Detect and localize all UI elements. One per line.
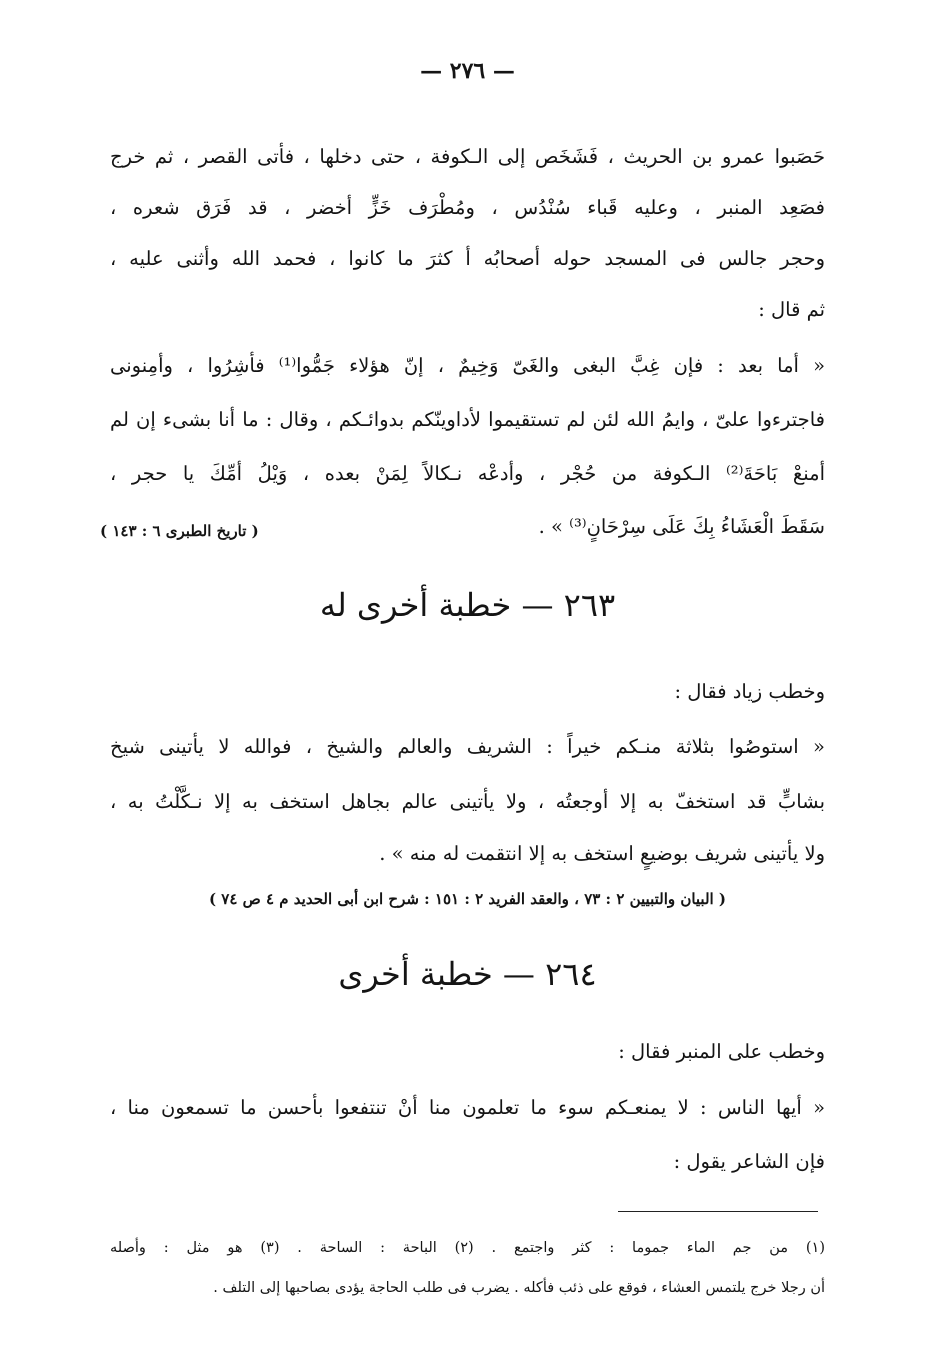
paragraph-line: « أيها الناس : لا يمنعـكم سوء ما تعلمون منا أنْ تنتفعوا بأحسن ما تسمعون منا ، (110, 1096, 825, 1119)
paragraph-line: « أما بعد : فإن غِبَّ البغى والغَىّ وَخِيمٌ ، إنّ هؤلاء جَمُّوا⁽¹⁾ فأشِرُوا ، وأمِنونى (110, 354, 825, 377)
footnote-separator (618, 1211, 818, 1212)
footnote-line: أن رجلا خرج يلتمس العشاء ، فوقع على ذئب فأكله . يضرب فى طلب الحاجة يؤدى بصاحبها إلى التلف . (213, 1280, 825, 1296)
paragraph-line: أمنعْ بَاحَةَ⁽²⁾ الـكوفة من حُجْر ، وأدعْه نـكالاً لِمَنْ بعده ، وَيْلُ أمِّكَ يا حجر ، (110, 462, 825, 485)
section-heading: ٢٦٤ — خطبة أخرى (338, 955, 597, 993)
paragraph-line: وحجر جالس فى المسجد حوله أصحابُه أ كثرَ ما كانوا ، فحمد الله وأثنى عليه ، (110, 247, 825, 270)
paragraph-line: فصَعِد المنبر ، وعليه قَباء سُنْدُس ، ومُطْرَف خَزٍّ أخضر ، قد فَرَق شعره ، (110, 196, 825, 219)
paragraph-line: سَقَطَ الْعَشَاءُ بِكَ عَلَى سِرْحَانٍ⁽³⁾ » . (538, 515, 825, 538)
source-citation: ( تاريخ الطبرى ٦ : ١٤٣ ) (100, 522, 259, 540)
section-intro: وخطب على المنبر فقال : (618, 1040, 825, 1063)
paragraph-line: حَصَبوا عمرو بن الحريث ، فَشَخَص إلى الـكوفة ، حتى دخلها ، فأتى القصر ، ثم خرج (110, 145, 825, 168)
footnote-line: (١) من جم الماء جموما : كثر واجتمع . (٢) الباحة : الساحة . (٣) هو مثل : وأصله (110, 1240, 825, 1256)
paragraph-line: ثم قال : (758, 298, 825, 321)
page-number: — ٢٧٦ — (420, 58, 515, 84)
paragraph-line: فإن الشاعر يقول : (673, 1150, 825, 1173)
paragraph-line: ولا يأتينى شريف بوضيعٍ استخف به إلا انتقمت له منه » . (379, 842, 825, 865)
paragraph-line: بشابٍّ قد استخفّ به إلا أوجعتُه ، ولا يأتينى عالم بجاهل استخف به إلا نـكَّلْتُ به ، (110, 790, 825, 813)
paragraph-line: فاجترءوا علىّ ، وايمُ الله لئن لم تستقيموا لأداوينّكم بدوائـكم ، وقال : ما أنا بشىء إن لم (110, 408, 825, 431)
section-heading: ٢٦٣ — خطبة أخرى له (319, 586, 616, 624)
paragraph-line: « استوصُوا بثلاثة منـكم خيراً : الشريف والعالم والشيخ ، فوالله لا يأتينى شيخ (110, 735, 825, 758)
source-citation: ( البيان والتبيين ٢ : ٧٣ ، والعقد الفريد ٢ : ١٥١ : شرح ابن أبى الحديد م ٤ ص ٧٤ ) (208, 890, 727, 908)
section-intro: وخطب زياد فقال : (674, 680, 825, 703)
